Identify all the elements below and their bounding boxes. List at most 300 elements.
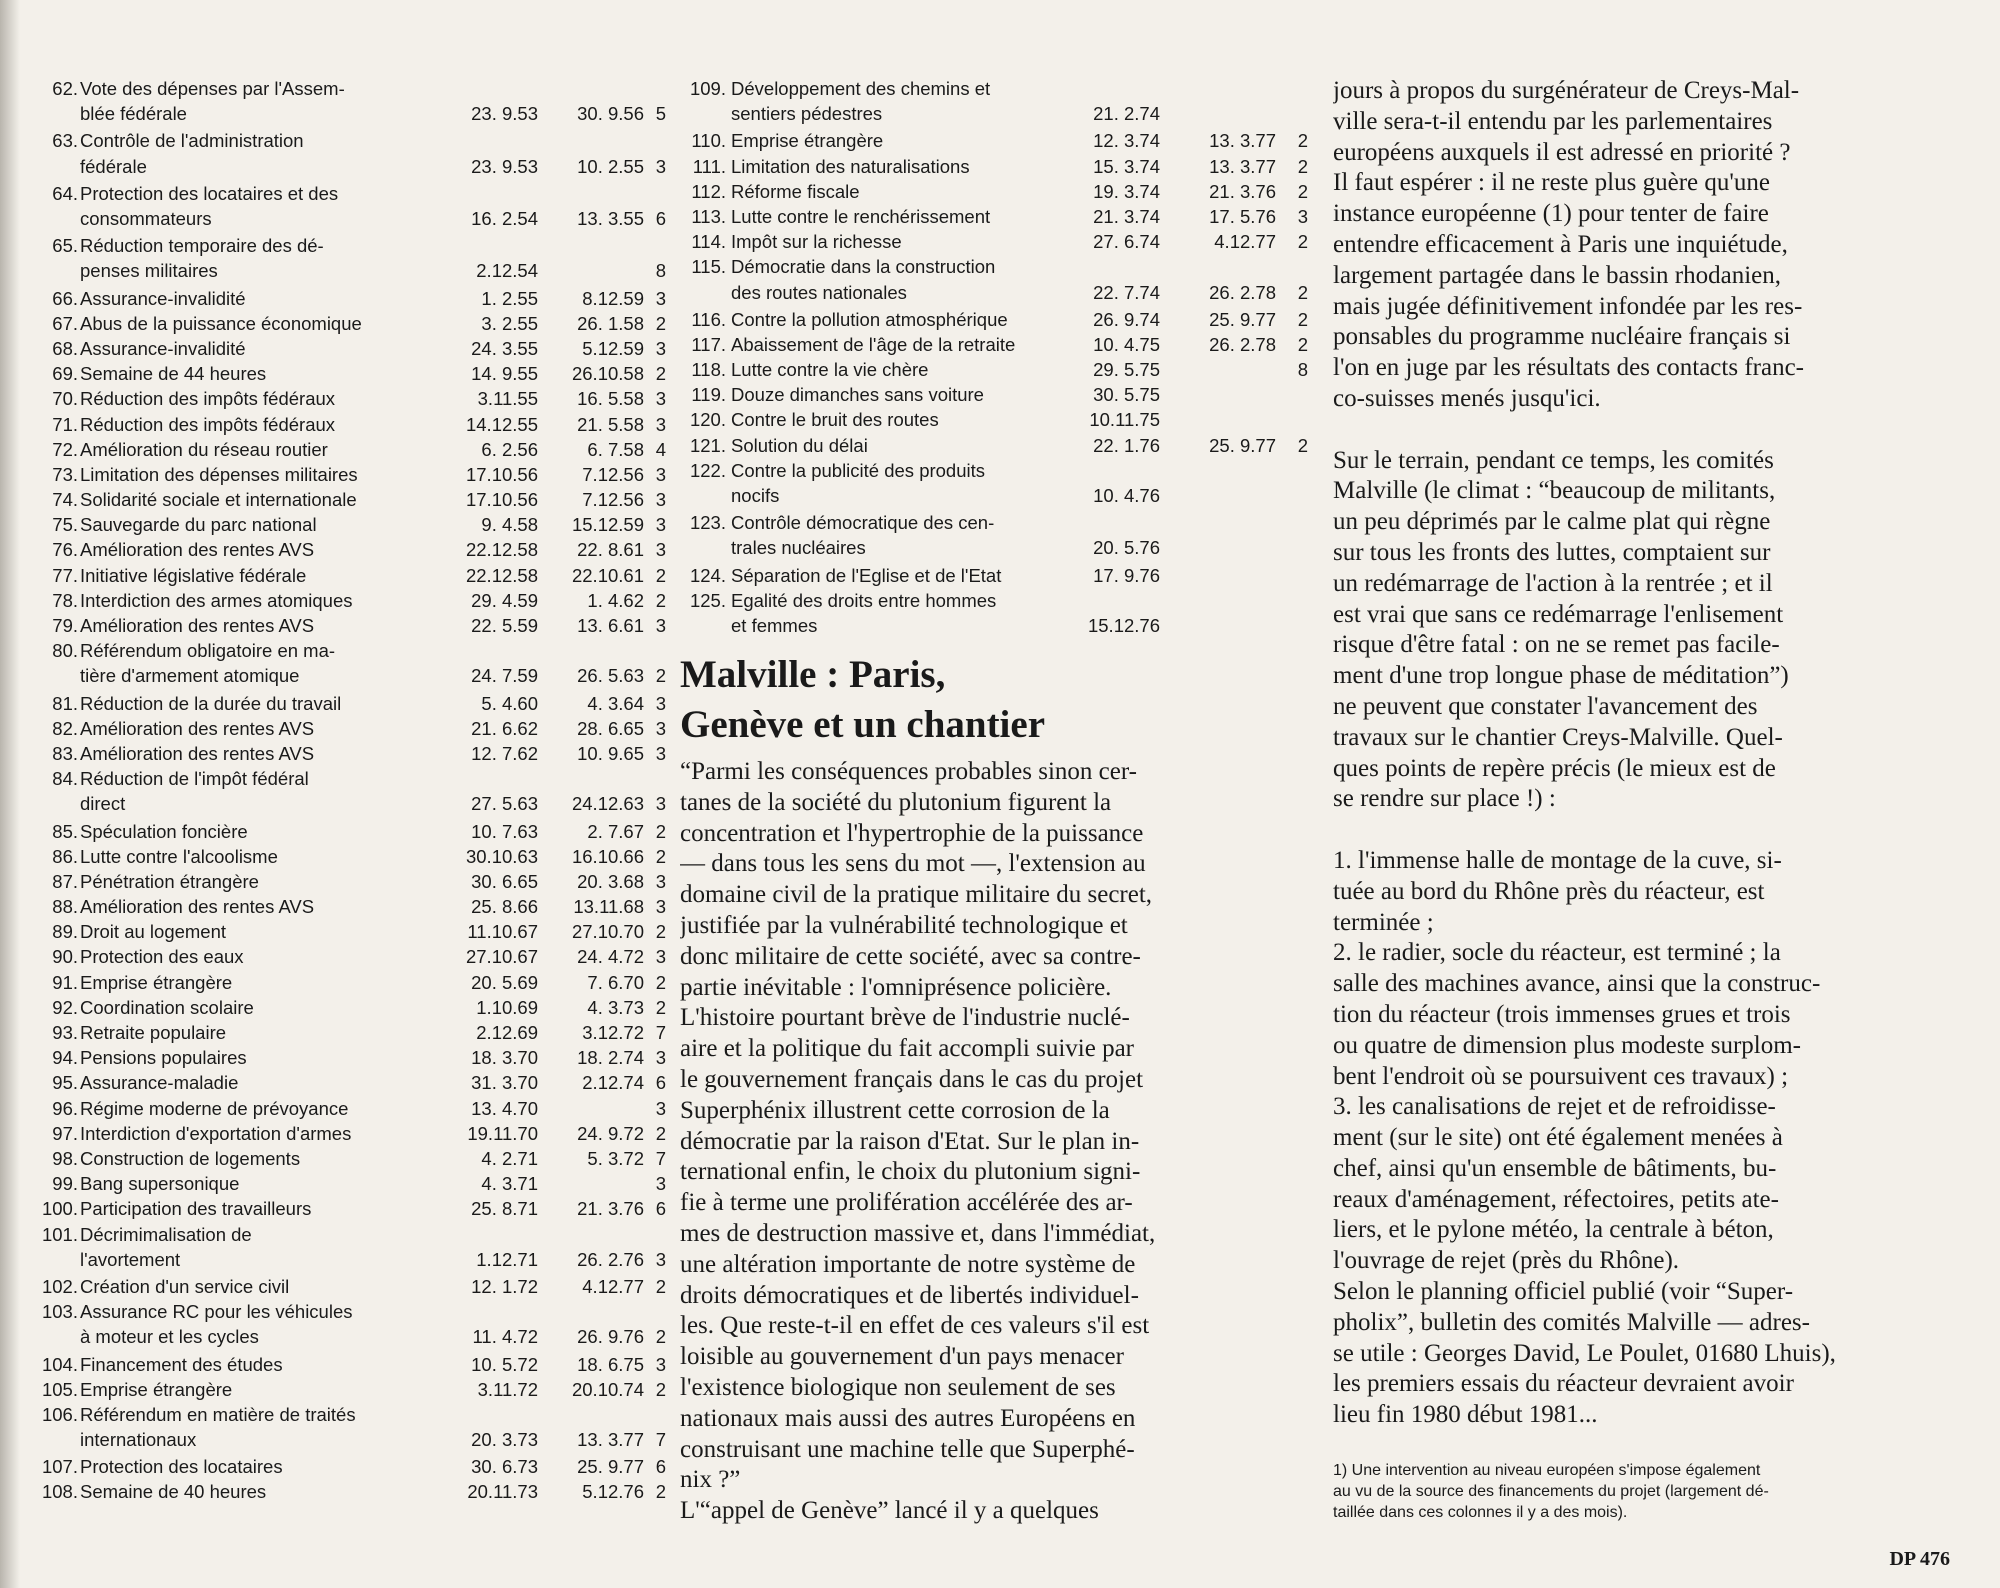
vote-date: 20. 3.68	[577, 870, 644, 892]
article-line: 1. l'immense halle de montage de la cuve, si-	[1333, 846, 1782, 874]
vote-date: 7. 6.70	[587, 971, 644, 993]
footnote-line: au vu de la source des financements du projet (largement dé-	[1333, 1483, 1769, 1500]
result-code: 3	[655, 388, 666, 410]
result-code: 2	[655, 1122, 666, 1144]
headline-line-2: Genève et un chantier	[680, 703, 1046, 746]
initiative-title: Protection des locataires	[80, 1456, 283, 1478]
initiative-title: Impôt sur la richesse	[731, 231, 902, 253]
article-line: nationaux mais aussi des autres Européens en	[680, 1404, 1136, 1432]
table-row	[30, 1020, 666, 1045]
submission-date: 2.12.69	[476, 1022, 538, 1044]
submission-date: 14.12.55	[465, 413, 538, 435]
article-headline	[680, 650, 1310, 750]
vote-date: 22. 8.61	[577, 539, 644, 561]
article-line: aire et la politique du fait accompli suivie par	[680, 1035, 1135, 1063]
vote-date: 7.12.56	[582, 463, 644, 485]
initiative-number: 124.	[689, 564, 726, 586]
result-code: 3	[655, 155, 666, 177]
initiative-title: Référendum obligatoire en ma-	[80, 640, 336, 662]
table-row	[30, 844, 666, 869]
submission-date: 4. 3.71	[481, 1173, 538, 1195]
initiative-number: 88.	[52, 896, 78, 918]
result-code: 6	[655, 1456, 666, 1478]
initiative-number: 77.	[52, 564, 78, 586]
article-line: L'“appel de Genève” lancé il y a quelques	[680, 1497, 1099, 1525]
submission-date: 5. 4.60	[481, 692, 538, 714]
initiative-title: l'avortement	[80, 1248, 181, 1270]
result-code: 3	[655, 896, 666, 918]
article-line: ville sera-t-il entendu par les parlementaires	[1333, 107, 1773, 135]
result-code: 5	[655, 103, 666, 125]
result-code: 2	[655, 1326, 666, 1348]
article-line: est vrai que sans ce redémarrage l'enlisement	[1333, 600, 1784, 628]
result-code: 3	[655, 1173, 666, 1195]
article-line: ne peuvent que constater l'avancement des	[1333, 692, 1758, 720]
vote-date: 26. 5.63	[577, 665, 644, 687]
initiative-title: Amélioration des rentes AVS	[80, 742, 315, 764]
initiative-number: 119.	[691, 384, 726, 406]
article-line: mais jugée définitivement infondée par les res-	[1333, 292, 1803, 320]
submission-date: 29. 4.59	[471, 589, 538, 611]
article-line: mes de destruction massive et, dans l'immédiat,	[680, 1219, 1156, 1247]
initiative-number: 90.	[52, 946, 78, 968]
table-row	[30, 462, 666, 487]
submission-date: 24. 7.59	[471, 665, 538, 687]
initiative-number: 110.	[691, 130, 726, 152]
initiative-title: consommateurs	[80, 207, 212, 229]
article-line: nix ?”	[680, 1466, 741, 1494]
table-row	[30, 995, 666, 1020]
footnote	[1333, 1460, 1953, 1523]
vote-date: 6. 7.58	[587, 438, 644, 460]
result-code: 2	[655, 564, 666, 586]
initiative-title: sentiers pédestres	[731, 103, 883, 125]
initiative-title: Emprise étrangère	[80, 1378, 233, 1400]
article-line: droits démocratiques et de libertés individuel-	[680, 1281, 1139, 1309]
table-row	[30, 537, 666, 562]
submission-date: 29. 5.75	[1093, 359, 1160, 381]
initiative-number: 85.	[52, 820, 78, 842]
article-line: sur tous les fronts des luttes, comptaient sur	[1333, 538, 1771, 566]
vote-date: 13. 3.77	[577, 1429, 644, 1451]
initiative-number: 95.	[52, 1072, 78, 1094]
table-row	[670, 433, 1308, 458]
vote-date: 7.12.56	[582, 489, 644, 511]
article-line: Selon le planning officiel publié (voir “Super-	[1333, 1278, 1794, 1306]
result-code: 3	[655, 539, 666, 561]
article-line: — dans tous les sens du mot —, l'extension au	[680, 850, 1146, 878]
result-code: 3	[655, 870, 666, 892]
result-code: 3	[655, 742, 666, 764]
initiative-number: 101.	[41, 1223, 78, 1245]
result-code: 3	[655, 413, 666, 435]
submission-date: 12. 1.72	[471, 1275, 538, 1297]
initiative-title: Contrôle démocratique des cen-	[731, 512, 995, 534]
initiative-number: 84.	[52, 768, 78, 790]
initiative-title: Semaine de 44 heures	[80, 363, 267, 385]
initiative-title: Emprise étrangère	[731, 130, 884, 152]
initiative-title: Egalité des droits entre hommes	[731, 589, 997, 611]
initiative-title: Abus de la puissance économique	[80, 312, 362, 334]
result-code: 6	[655, 1198, 666, 1220]
submission-date: 9. 4.58	[481, 514, 538, 536]
initiative-number: 108.	[41, 1481, 78, 1503]
initiative-number: 113.	[691, 205, 726, 227]
result-code: 2	[1297, 434, 1308, 456]
article-line: pholix”, bulletin des comités Malville — adres-	[1333, 1308, 1810, 1336]
submission-date: 17.10.56	[465, 489, 538, 511]
article-line: entendre efficacement à Paris une inquiétude,	[1333, 230, 1788, 258]
initiative-title: Lutte contre l'alcoolisme	[80, 845, 278, 867]
vote-date: 26. 9.76	[577, 1326, 644, 1348]
initiative-title: nocifs	[731, 485, 780, 507]
submission-date: 3. 2.55	[481, 312, 538, 334]
initiative-number: 92.	[52, 996, 78, 1018]
vote-date: 22.10.61	[571, 564, 644, 586]
submission-date: 30. 5.75	[1093, 384, 1160, 406]
result-code: 2	[655, 1378, 666, 1400]
initiative-number: 117.	[691, 333, 726, 355]
table-row	[30, 76, 666, 128]
initiative-title: Participation des travailleurs	[80, 1198, 312, 1220]
article-body-left	[680, 757, 1290, 1527]
initiative-number: 102.	[41, 1275, 78, 1297]
article-line: co-suisses menés jusqu'ici.	[1333, 384, 1601, 412]
submission-date: 2.12.54	[476, 260, 538, 282]
vote-date: 4.12.77	[582, 1275, 644, 1297]
initiative-title: Douze dimanches sans voiture	[731, 384, 984, 406]
result-code: 2	[1297, 130, 1308, 152]
article-line: chef, ainsi qu'un ensemble de bâtiments, bu-	[1333, 1154, 1777, 1182]
article-line: travaux sur le chantier Creys-Malville. Quel-	[1333, 723, 1783, 751]
table-row	[670, 458, 1290, 510]
initiative-number: 80.	[52, 640, 78, 662]
article-line: salle des machines avance, ainsi que la construc-	[1333, 970, 1821, 998]
submission-date: 23. 9.53	[471, 103, 538, 125]
vote-date: 26.10.58	[571, 363, 644, 385]
submission-date: 13. 4.70	[471, 1097, 538, 1119]
vote-date: 13.11.68	[573, 896, 644, 918]
initiative-title: Assurance RC pour les véhicules	[80, 1301, 353, 1323]
table-row	[670, 510, 1290, 562]
initiative-number: 112.	[691, 180, 726, 202]
initiative-title: fédérale	[80, 155, 147, 177]
submission-date: 18. 3.70	[471, 1047, 538, 1069]
result-code: 2	[655, 589, 666, 611]
table-row	[30, 1222, 666, 1274]
result-code: 2	[1297, 308, 1308, 330]
table-row	[30, 386, 666, 411]
initiative-title: Amélioration des rentes AVS	[80, 896, 315, 918]
initiative-title: Assurance-invalidité	[80, 287, 246, 309]
submission-date: 26. 9.74	[1093, 308, 1160, 330]
table-row	[30, 716, 666, 741]
table-row	[30, 563, 666, 588]
initiative-number: 122.	[689, 459, 726, 481]
submission-date: 1.10.69	[476, 996, 538, 1018]
initiative-title: Amélioration des rentes AVS	[80, 539, 315, 561]
submission-date: 4. 2.71	[481, 1147, 538, 1169]
table-row	[30, 588, 666, 613]
initiative-number: 100.	[41, 1198, 78, 1220]
initiative-number: 82.	[52, 717, 78, 739]
table-row	[30, 1454, 666, 1479]
result-code: 2	[1297, 180, 1308, 202]
table-row	[30, 691, 666, 716]
result-code: 3	[655, 1353, 666, 1375]
submission-date: 27. 5.63	[471, 793, 538, 815]
vote-date: 30. 9.56	[577, 103, 644, 125]
table-row	[30, 1352, 666, 1377]
article-line: bent l'endroit où se poursuivent ces travaux) ;	[1333, 1062, 1789, 1090]
vote-date: 21. 3.76	[577, 1198, 644, 1220]
initiative-number: 99.	[52, 1173, 78, 1195]
vote-date: 4. 3.64	[587, 692, 644, 714]
table-row	[30, 1274, 666, 1299]
article-line: largement partagée dans le bassin rhodanien,	[1333, 261, 1781, 289]
vote-date: 2. 7.67	[587, 820, 644, 842]
initiative-title: Séparation de l'Eglise et de l'Etat	[731, 564, 1002, 586]
result-code: 7	[655, 1022, 666, 1044]
initiative-number: 91.	[52, 971, 78, 993]
footnote-line: taillée dans ces colonnes il y a des mois).	[1333, 1504, 1628, 1521]
submission-date: 19. 3.74	[1093, 180, 1160, 202]
initiative-title: et femmes	[731, 615, 818, 636]
table-row	[30, 181, 666, 233]
result-code: 2	[1297, 281, 1308, 303]
result-code: 3	[655, 463, 666, 485]
initiative-number: 116.	[691, 308, 726, 330]
initiative-number: 69.	[52, 363, 78, 385]
initiative-title: blée fédérale	[80, 103, 187, 125]
initiative-number: 123.	[689, 512, 726, 534]
initiative-number: 97.	[52, 1122, 78, 1144]
vote-date: 16.10.66	[571, 845, 644, 867]
vote-date: 26. 2.78	[1209, 281, 1276, 303]
table-row	[30, 741, 666, 766]
article-line: terminée ;	[1333, 908, 1434, 936]
result-code: 3	[655, 1047, 666, 1069]
result-code: 6	[655, 1072, 666, 1094]
table-row	[670, 407, 1290, 432]
initiative-number: 74.	[52, 489, 78, 511]
result-code: 2	[1297, 333, 1308, 355]
vote-date: 20.10.74	[571, 1378, 644, 1400]
table-row	[670, 128, 1308, 153]
submission-date: 20. 5.76	[1093, 537, 1160, 559]
article-line: l'ouvrage de rejet (près du Rhône).	[1333, 1247, 1680, 1275]
vote-date: 24. 9.72	[577, 1122, 644, 1144]
initiative-title: Contre la pollution atmosphérique	[731, 308, 1008, 330]
initiative-title: Réforme fiscale	[731, 180, 860, 202]
article-line: les. Que reste-t-il en effet de ces valeurs s'il est	[680, 1312, 1150, 1340]
result-code: 2	[655, 845, 666, 867]
vote-date: 18. 6.75	[577, 1353, 644, 1375]
vote-date: 8.12.59	[582, 287, 644, 309]
initiative-title: Emprise étrangère	[80, 971, 233, 993]
initiative-title: Amélioration du réseau routier	[80, 438, 328, 460]
vote-date: 26. 1.58	[577, 312, 644, 334]
article-line: se rendre sur place !) :	[1333, 785, 1556, 813]
submission-date: 3.11.55	[477, 388, 538, 410]
result-code: 2	[1297, 155, 1308, 177]
result-code: 3	[655, 514, 666, 536]
initiative-title: Réduction des impôts fédéraux	[80, 413, 336, 435]
submission-date: 22.12.58	[465, 539, 538, 561]
article-line: un peu déprimés par le calme plat qui règne	[1333, 508, 1771, 536]
submission-date: 22. 5.59	[471, 615, 538, 636]
result-code: 2	[655, 1481, 666, 1503]
initiative-title: Démocratie dans la construction	[731, 256, 996, 278]
initiative-title: à moteur et les cycles	[80, 1326, 259, 1348]
initiative-number: 94.	[52, 1047, 78, 1069]
headline-line-1: Malville : Paris,	[680, 653, 946, 696]
submission-date: 21. 3.74	[1093, 205, 1160, 227]
vote-date: 10. 2.55	[577, 155, 644, 177]
initiative-number: 67.	[52, 312, 78, 334]
initiative-number: 114.	[691, 231, 726, 253]
vote-date: 13. 3.77	[1209, 155, 1276, 177]
table-row	[670, 254, 1308, 306]
vote-date: 5. 3.72	[587, 1147, 644, 1169]
initiative-title: internationaux	[80, 1429, 197, 1451]
table-row	[670, 204, 1308, 229]
article-line: domaine civil de la pratique militaire du secret,	[680, 881, 1153, 909]
table-row	[30, 1096, 666, 1121]
initiative-title: Retraite populaire	[80, 1022, 227, 1044]
submission-date: 1. 2.55	[481, 287, 538, 309]
table-row	[30, 336, 666, 361]
article-line: reaux d'aménagement, réfectoires, petits ate-	[1333, 1185, 1779, 1213]
article-line: Malville (le climat : “beaucoup de militants,	[1333, 477, 1776, 505]
vote-date: 24.12.63	[571, 793, 644, 815]
table-row	[30, 944, 666, 969]
article-line: Superphénix illustrent cette corrosion de la	[680, 1096, 1110, 1124]
initiative-title: Développement des chemins et	[731, 78, 991, 99]
result-code: 8	[1297, 359, 1308, 381]
vote-date: 26. 2.76	[577, 1248, 644, 1270]
initiative-number: 71.	[52, 413, 78, 435]
table-row	[30, 1299, 666, 1351]
vote-date: 13. 3.77	[1209, 130, 1276, 152]
table-row	[670, 563, 1290, 588]
vote-date: 4.12.77	[1214, 231, 1276, 253]
initiative-number: 125.	[689, 589, 726, 611]
vote-date: 1. 4.62	[587, 589, 644, 611]
submission-date: 30.10.63	[465, 845, 538, 867]
submission-date: 10. 5.72	[471, 1353, 538, 1375]
initiative-number: 62.	[52, 78, 78, 99]
article-line: les premiers essais du réacteur devraient avoir	[1333, 1370, 1794, 1398]
vote-date: 25. 9.77	[577, 1456, 644, 1478]
table-row	[30, 1146, 666, 1171]
vote-date: 13. 3.55	[577, 207, 644, 229]
article-line: jours à propos du surgénérateur de Creys-Mal-	[1333, 77, 1800, 104]
table-row	[30, 613, 666, 638]
submission-date: 21. 2.74	[1093, 103, 1160, 125]
initiative-title: Pénétration étrangère	[80, 870, 259, 892]
submission-date: 11.10.67	[467, 921, 538, 943]
initiative-number: 64.	[52, 182, 78, 204]
initiative-title: Limitation des dépenses militaires	[80, 463, 358, 485]
article-line: donc militaire de cette société, avec sa contre-	[680, 942, 1141, 970]
article-line: justifiée par la vulnérabilité technologique et	[680, 911, 1128, 939]
submission-date: 10. 4.76	[1093, 485, 1160, 507]
submission-date: 15. 3.74	[1093, 155, 1160, 177]
vote-date: 13. 6.61	[577, 615, 644, 636]
result-code: 3	[655, 946, 666, 968]
submission-date: 6. 2.56	[481, 438, 538, 460]
submission-date: 22. 7.74	[1093, 281, 1160, 303]
article-line: Il faut espérer : il ne reste plus guère qu'une	[1333, 169, 1770, 197]
result-code: 2	[655, 312, 666, 334]
result-code: 4	[655, 438, 666, 460]
initiative-title: Protection des locataires et des	[80, 182, 339, 204]
submission-date: 25. 8.66	[471, 896, 538, 918]
initiative-title: tière d'armement atomique	[80, 665, 300, 687]
submission-date: 31. 3.70	[471, 1072, 538, 1094]
result-code: 2	[655, 820, 666, 842]
table-row	[30, 361, 666, 386]
article-line: ment (sur le site) ont été également menées à	[1333, 1124, 1783, 1152]
submission-date: 17. 9.76	[1093, 564, 1160, 586]
result-code: 3	[655, 692, 666, 714]
article-line: lieu fin 1980 début 1981...	[1333, 1401, 1598, 1429]
initiative-title: Assurance-invalidité	[80, 337, 246, 359]
article-line: ternational enfin, le choix du plutonium signi-	[680, 1158, 1141, 1186]
vote-date: 25. 9.77	[1209, 308, 1276, 330]
initiative-number: 73.	[52, 463, 78, 485]
article-line: instance européenne (1) pour tenter de faire	[1333, 200, 1769, 228]
initiatives-table-right	[670, 76, 1308, 640]
article-line: L'histoire pourtant brève de l'industrie nuclé-	[680, 1004, 1130, 1032]
submission-date: 27. 6.74	[1093, 231, 1160, 253]
submission-date: 12. 7.62	[471, 742, 538, 764]
initiatives-table-left	[30, 76, 666, 1505]
result-code: 7	[655, 1147, 666, 1169]
vote-date: 27.10.70	[571, 921, 644, 943]
table-row	[30, 233, 666, 285]
vote-date: 21. 5.58	[577, 413, 644, 435]
initiative-number: 70.	[52, 388, 78, 410]
table-row	[30, 128, 666, 180]
article-line: l'existence biologique non seulement de ses	[680, 1373, 1116, 1401]
initiative-number: 93.	[52, 1022, 78, 1044]
table-row	[30, 1171, 666, 1196]
vote-date: 17. 5.76	[1209, 205, 1276, 227]
initiative-title: Régime moderne de prévoyance	[80, 1097, 349, 1119]
table-row	[670, 588, 1290, 640]
initiative-number: 66.	[52, 287, 78, 309]
table-row	[30, 1196, 666, 1221]
article-paragraph-2	[1333, 446, 1945, 816]
submission-date: 20. 5.69	[471, 971, 538, 993]
initiative-title: Bang supersonique	[80, 1173, 240, 1195]
initiative-number: 79.	[52, 615, 78, 636]
article-line: tion du réacteur (trois immenses grues et trois	[1333, 1000, 1791, 1028]
page-reference: DP 476	[1889, 1548, 1950, 1570]
initiative-title: Construction de logements	[80, 1147, 301, 1169]
table-row	[30, 412, 666, 437]
article-line: une altération importante de notre système de	[680, 1250, 1136, 1278]
submission-date: 22.12.58	[465, 564, 538, 586]
initiative-number: 76.	[52, 539, 78, 561]
initiative-number: 106.	[41, 1403, 78, 1425]
initiative-number: 86.	[52, 845, 78, 867]
initiative-number: 105.	[41, 1378, 78, 1400]
submission-date: 10. 4.75	[1093, 333, 1160, 355]
initiative-title: des routes nationales	[731, 281, 907, 303]
